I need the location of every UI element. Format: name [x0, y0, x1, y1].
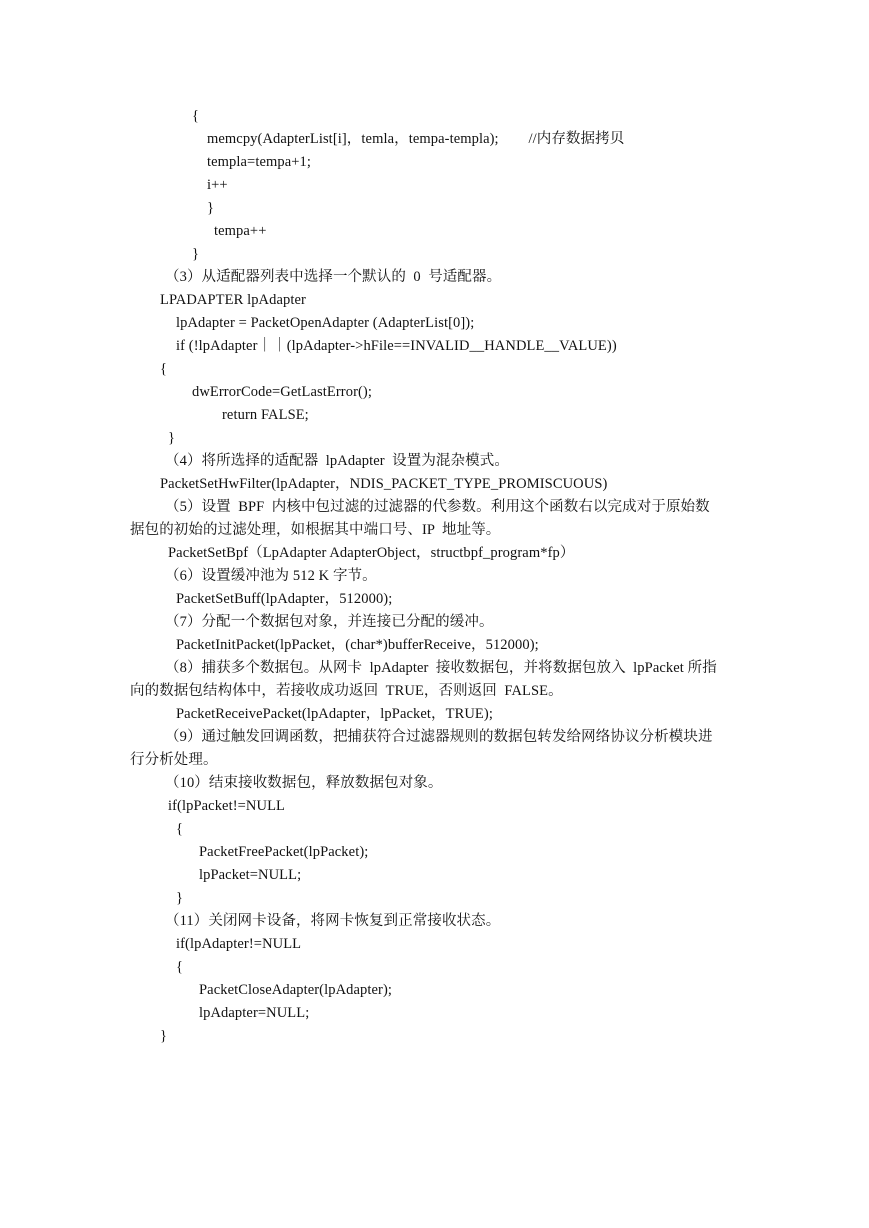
code-close-brace: } [176, 890, 184, 906]
code-line-lppacket-null: lpPacket=NULL; [199, 867, 302, 883]
code-open-brace: { [176, 959, 184, 975]
step-10-text: （10）结束接收数据包，释放数据包对象。 [165, 775, 443, 791]
step-9-text-line-2: 行分析处理。 [130, 752, 218, 768]
code-line-increment-i: i++ [207, 177, 228, 193]
code-close-brace: } [192, 246, 200, 262]
step-3-text: （3）从适配器列表中选择一个默认的 0 号适配器。 [165, 269, 502, 285]
code-line-set-hw-filter: PacketSetHwFilter(lpAdapter，NDIS_PACKET_TYPE_PROMISCUOUS) [160, 476, 608, 492]
code-line-if-invalid: if (!lpAdapter｜｜(lpAdapter->hFile==INVALID__HANDLE__VALUE)) [176, 338, 617, 354]
code-line-receive-packet: PacketReceivePacket(lpAdapter，lpPacket，TRUE); [176, 706, 493, 722]
code-open-brace: { [160, 361, 168, 377]
code-line-if-lppacket: if(lpPacket!=NULL [168, 798, 285, 814]
code-line-set-bpf: PacketSetBpf（LpAdapter AdapterObject，structbpf_program*fp） [168, 545, 575, 561]
step-4-text: （4）将所选择的适配器 lpAdapter 设置为混杂模式。 [165, 453, 509, 469]
code-line-return-false: return FALSE; [222, 407, 309, 423]
code-line-get-last-error: dwErrorCode=GetLastError(); [192, 384, 372, 400]
code-line-set-buff: PacketSetBuff(lpAdapter，512000); [176, 591, 393, 607]
code-close-brace: } [168, 430, 176, 446]
code-line-lpadapter-null: lpAdapter=NULL; [199, 1005, 310, 1021]
step-7-text: （7）分配一个数据包对象，并连接已分配的缓冲。 [165, 614, 494, 630]
code-close-brace: } [160, 1028, 168, 1044]
step-5-text-line-1: （5）设置 BPF 内核中包过滤的过滤器的代参数。利用这个函数右以完成对于原始数 [165, 499, 710, 515]
code-line-init-packet: PacketInitPacket(lpPacket，(char*)bufferReceive，512000); [176, 637, 539, 653]
code-open-brace: { [176, 821, 184, 837]
code-line-templa: templa=tempa+1; [207, 154, 312, 170]
code-close-brace: } [207, 200, 215, 216]
code-line-tempa-increment: tempa++ [214, 223, 267, 239]
step-9-text-line-1: （9）通过触发回调函数，把捕获符合过滤器规则的数据包转发给网络协议分析模块进 [165, 729, 713, 745]
step-6-text: （6）设置缓冲池为 512 K 字节。 [165, 568, 377, 584]
step-5-text-line-2: 据包的初始的过滤处理，如根据其中端口号、IP 地址等。 [130, 522, 501, 538]
code-open-brace: { [192, 108, 200, 124]
code-line-close-adapter: PacketCloseAdapter(lpAdapter); [199, 982, 393, 998]
code-line-if-lpadapter: if(lpAdapter!=NULL [176, 936, 302, 952]
code-line-lpadapter-decl: LPADAPTER lpAdapter [160, 292, 306, 308]
step-8-text-line-1: （8）捕获多个数据包。从网卡 lpAdapter 接收数据包，并将数据包放入 lpPacket 所指 [165, 660, 717, 676]
code-line-free-packet: PacketFreePacket(lpPacket); [199, 844, 369, 860]
code-line-open-adapter: lpAdapter = PacketOpenAdapter (AdapterList[0]); [176, 315, 475, 331]
step-8-text-line-2: 向的数据包结构体中，若接收成功返回 TRUE，否则返回 FALSE。 [130, 683, 563, 699]
code-line-memcpy: memcpy(AdapterList[i]，temla，tempa-templa); //内存数据拷贝 [207, 131, 625, 147]
step-11-text: （11）关闭网卡设备，将网卡恢复到正常接收状态。 [165, 913, 501, 929]
